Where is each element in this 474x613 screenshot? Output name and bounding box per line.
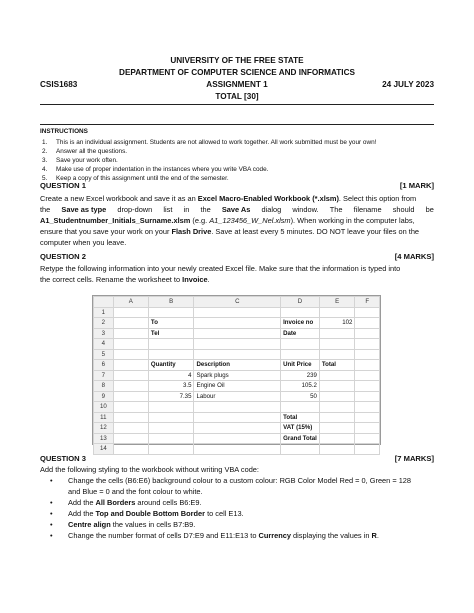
cell-c9[interactable]: Labour — [194, 391, 281, 402]
cell[interactable] — [113, 412, 148, 423]
sheet-row — [94, 423, 380, 434]
cell[interactable] — [194, 339, 281, 350]
instruction-item: 1. This is an individual assignment. Students are not allowed to work together. All work submitted must be your own! — [42, 139, 377, 146]
cell[interactable] — [194, 307, 281, 318]
sheet-row — [94, 433, 380, 444]
cell[interactable] — [319, 328, 355, 339]
list-item: • Add the All Borders around cells B6:E9. — [50, 498, 202, 507]
cell[interactable] — [355, 381, 380, 392]
cell[interactable] — [281, 444, 320, 455]
assignment-title: ASSIGNMENT 1 — [206, 80, 268, 89]
row-header[interactable]: 13 — [94, 433, 114, 444]
instruction-item: 3. Save your work often. — [42, 157, 118, 165]
course-code: CSIS1683 — [40, 80, 78, 89]
column-header[interactable]: B — [148, 297, 194, 308]
cell-c7[interactable]: Spark plugs — [194, 370, 281, 381]
question-1-heading — [40, 181, 434, 191]
sheet-row — [94, 391, 380, 402]
cell[interactable] — [113, 391, 148, 402]
cell[interactable] — [319, 381, 355, 392]
total-marks: TOTAL [30] — [215, 92, 259, 101]
cell[interactable] — [355, 360, 380, 371]
cell[interactable] — [281, 339, 320, 350]
cell[interactable] — [319, 412, 355, 423]
cell[interactable] — [113, 318, 148, 329]
sheet-row — [94, 339, 380, 350]
spreadsheet-grid — [93, 296, 380, 455]
sheet-row — [94, 370, 380, 381]
row-header[interactable]: 7 — [94, 370, 114, 381]
cell[interactable] — [113, 370, 148, 381]
cell[interactable] — [319, 423, 355, 434]
cell[interactable] — [113, 381, 148, 392]
cell[interactable] — [319, 433, 355, 444]
cell-d13[interactable]: Grand Total — [281, 433, 320, 444]
cell[interactable] — [113, 402, 148, 413]
row-header[interactable]: 2 — [94, 318, 114, 329]
cell[interactable] — [113, 423, 148, 434]
cell[interactable] — [148, 444, 194, 455]
cell[interactable] — [148, 433, 194, 444]
row-header[interactable]: 3 — [94, 328, 114, 339]
cell[interactable] — [355, 391, 380, 402]
question-2-text: Retype the following information into your newly created Excel file. Make sure that the information is typed into the correct cells. Rename the worksheet to Invoice. — [40, 264, 401, 284]
cell[interactable] — [355, 318, 380, 329]
cell-d11[interactable]: Total — [281, 412, 320, 423]
cell-e2[interactable]: 102 — [319, 318, 355, 329]
list-item: • Change the cells (B6:E6) background colour to a custom colour: RGB Color Model Red = 0, Green = 128 and Blue = 0 and the font colour to white. — [50, 476, 412, 496]
row-header[interactable]: 11 — [94, 412, 114, 423]
question-3-marks: [7 MARKS] — [394, 454, 434, 463]
row-header[interactable]: 9 — [94, 391, 114, 402]
cell[interactable] — [355, 402, 380, 413]
assignment-date: 24 JULY 2023 — [382, 80, 434, 89]
cell[interactable] — [355, 444, 380, 455]
cell-e6[interactable]: Total — [319, 360, 355, 371]
cell-b8[interactable]: 3.5 — [148, 381, 194, 392]
instruction-item: 5. Keep a copy of this assignment until the end of the semester. — [42, 175, 229, 183]
question-1-text: Create a new Excel workbook and save it as an Excel Macro-Enabled Workbook (*.xlsm). Select this option from the Save as type drop-down list in the Save As dialog window. The filename should be A1_Studentnumber_Initials_Surname.xlsm (e.g. A1_123456_W_Nel.xlsm). When working in the computer labs, ensure that you save your work on your Flash Drive. Save at least every 5 minutes. DO NOT leave your files on the computer when you leave. — [40, 194, 434, 247]
cell-b7[interactable]: 4 — [148, 370, 194, 381]
instruction-item: 2. Answer all the questions. — [42, 148, 128, 156]
question-3-heading — [40, 454, 434, 464]
cell[interactable] — [194, 318, 281, 329]
header-rule-bottom — [40, 124, 434, 125]
sheet-row — [94, 402, 380, 413]
list-item: • Add the Top and Double Bottom Border to cell E13. — [50, 509, 244, 518]
column-header[interactable]: E — [319, 297, 355, 308]
column-header[interactable]: C — [194, 297, 281, 308]
header-rule-top — [40, 104, 434, 105]
row-header[interactable]: 6 — [94, 360, 114, 371]
cell[interactable] — [113, 349, 148, 360]
row-header[interactable]: 14 — [94, 444, 114, 455]
cell-b3[interactable]: Tel — [148, 328, 194, 339]
cell[interactable] — [355, 339, 380, 350]
cell[interactable] — [319, 370, 355, 381]
cell[interactable] — [355, 370, 380, 381]
sheet-row — [94, 412, 380, 423]
cell[interactable] — [148, 423, 194, 434]
cell[interactable] — [319, 402, 355, 413]
cell[interactable] — [355, 423, 380, 434]
cell-d8[interactable]: 105.2 — [281, 381, 320, 392]
cell[interactable] — [355, 412, 380, 423]
row-header[interactable]: 5 — [94, 349, 114, 360]
cell-b2[interactable]: To — [148, 318, 194, 329]
cell[interactable] — [113, 360, 148, 371]
cell[interactable] — [194, 349, 281, 360]
cell[interactable] — [113, 339, 148, 350]
sheet-row — [94, 349, 380, 360]
instructions-list — [40, 138, 440, 183]
row-header[interactable]: 12 — [94, 423, 114, 434]
question-3-title: QUESTION 3 — [40, 454, 86, 463]
row-header[interactable]: 1 — [94, 307, 114, 318]
cell[interactable] — [113, 444, 148, 455]
sheet-row — [94, 307, 380, 318]
question-1-title: QUESTION 1 — [40, 181, 86, 190]
cell-d2[interactable]: Invoice no — [281, 318, 320, 329]
cell-b6[interactable]: Quantity — [148, 360, 194, 371]
row-header[interactable]: 8 — [94, 381, 114, 392]
question-3-intro: Add the following styling to the workbook without writing VBA code: — [40, 465, 259, 474]
question-2-marks: [4 MARKS] — [394, 252, 434, 261]
cell[interactable] — [148, 402, 194, 413]
cell[interactable] — [281, 402, 320, 413]
cell[interactable] — [319, 349, 355, 360]
cell-d12[interactable]: VAT (15%) — [281, 423, 320, 434]
cell[interactable] — [148, 412, 194, 423]
sheet-row — [94, 381, 380, 392]
cell[interactable] — [148, 307, 194, 318]
row-header[interactable]: 10 — [94, 402, 114, 413]
university-title: UNIVERSITY OF THE FREE STATE — [170, 56, 304, 65]
cell[interactable] — [194, 412, 281, 423]
cell[interactable] — [194, 402, 281, 413]
cell[interactable] — [148, 349, 194, 360]
instructions-title: INSTRUCTIONS — [40, 128, 88, 135]
question-2-title: QUESTION 2 — [40, 252, 86, 261]
column-header[interactable]: D — [281, 297, 320, 308]
question-1-marks: [1 MARK] — [399, 181, 434, 190]
cell[interactable] — [194, 433, 281, 444]
sheet-row — [94, 328, 380, 339]
list-item: • Centre align the values in cells B7:B9. — [50, 520, 196, 529]
cell-c8[interactable]: Engine Oil — [194, 381, 281, 392]
cell-d6[interactable]: Unit Price — [281, 360, 320, 371]
cell[interactable] — [355, 307, 380, 318]
cell[interactable] — [319, 391, 355, 402]
select-all-corner[interactable] — [94, 297, 114, 308]
department-title: DEPARTMENT OF COMPUTER SCIENCE AND INFORMATICS — [119, 68, 355, 77]
cell-d9[interactable]: 50 — [281, 391, 320, 402]
question-3-list — [40, 475, 434, 541]
row-header[interactable]: 4 — [94, 339, 114, 350]
cell[interactable] — [113, 433, 148, 444]
list-item: • Change the number format of cells D7:E9 and E11:E13 to Currency displaying the values in R. — [50, 531, 379, 540]
column-header[interactable]: F — [355, 297, 380, 308]
sheet-row — [94, 318, 380, 329]
cell[interactable] — [281, 349, 320, 360]
sheet-row — [94, 444, 380, 455]
cell[interactable] — [194, 423, 281, 434]
spreadsheet-screenshot — [92, 295, 381, 453]
cell[interactable] — [194, 328, 281, 339]
cell[interactable] — [319, 307, 355, 318]
cell[interactable] — [148, 339, 194, 350]
cell[interactable] — [113, 328, 148, 339]
column-header[interactable]: A — [113, 297, 148, 308]
cell-d7[interactable]: 239 — [281, 370, 320, 381]
cell[interactable] — [319, 339, 355, 350]
instruction-item: 4. Make use of proper indentation in the instances where you write VBA code. — [42, 166, 269, 174]
cell[interactable] — [355, 349, 380, 360]
sheet-row — [94, 360, 380, 371]
cell[interactable] — [319, 444, 355, 455]
cell[interactable] — [355, 433, 380, 444]
cell-c6[interactable]: Description — [194, 360, 281, 371]
cell-d3[interactable]: Date — [281, 328, 320, 339]
cell[interactable] — [355, 328, 380, 339]
question-2-heading — [40, 252, 434, 262]
column-header-row — [94, 297, 380, 308]
cell[interactable] — [194, 444, 281, 455]
cell[interactable] — [113, 307, 148, 318]
cell-b9[interactable]: 7.35 — [148, 391, 194, 402]
cell[interactable] — [281, 307, 320, 318]
